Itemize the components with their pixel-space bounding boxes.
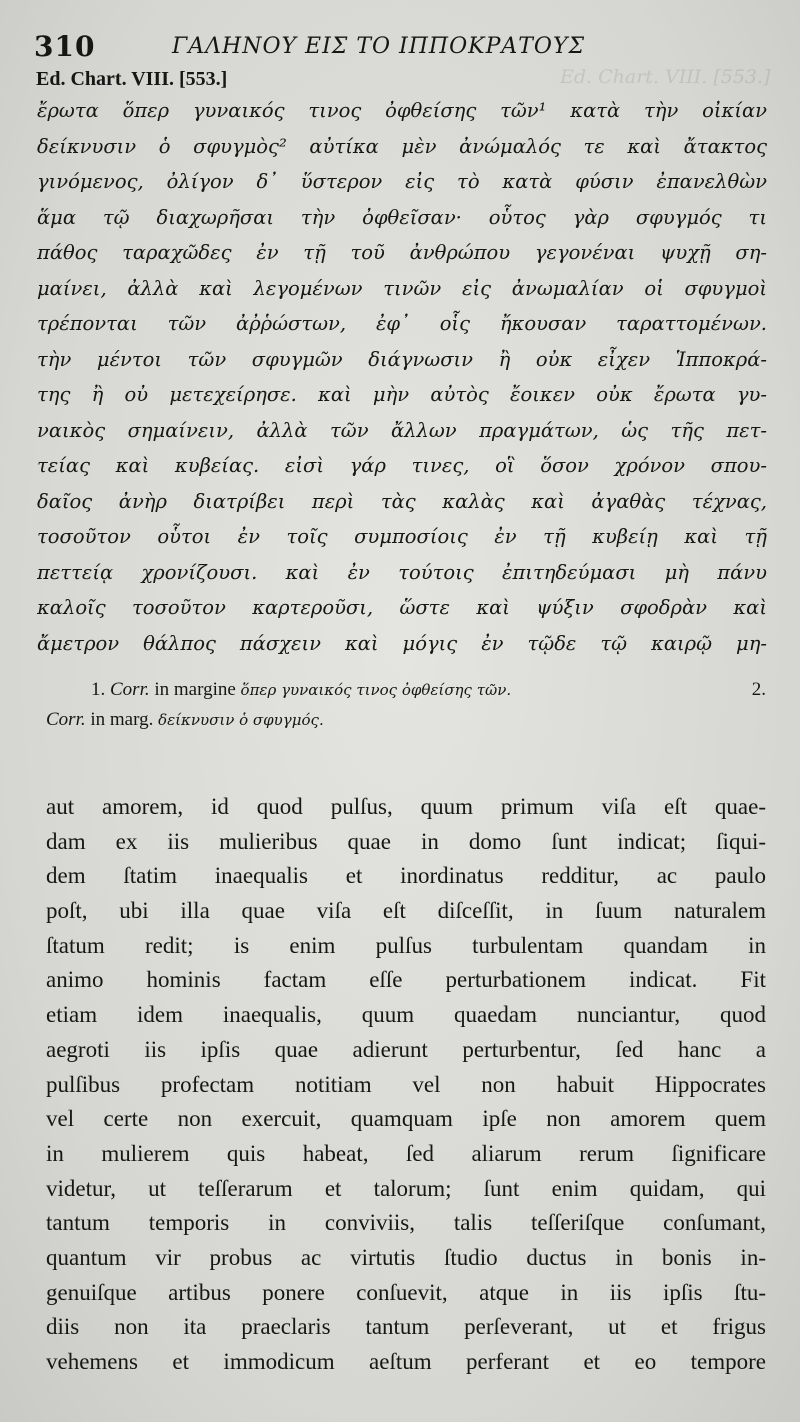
- footnote-1: [46, 675, 766, 705]
- latin-line: vehemens et immodicum aeſtum perferant et eo tempore: [46, 1349, 766, 1374]
- greek-text-block: [37, 93, 767, 661]
- latin-text-block: [46, 790, 766, 1380]
- latin-line: ſtatum redit; is enim pulſus turbulentam quandam in: [46, 932, 766, 958]
- greek-line: ἄμετρον θάλπος πάσχειν καὶ μόγις ἐν τῷδε τῷ καιρῷ μη-: [37, 631, 767, 655]
- latin-line: etiam idem inaequalis, quum quaedam nunciantur, quod: [46, 1002, 766, 1028]
- latin-line: animo hominis factam eſſe perturbationem indicat. Fit: [46, 967, 766, 993]
- latin-line: quantum vir probus ac virtutis ſtudio ductus in bonis in-: [46, 1244, 766, 1270]
- page-number: 310: [34, 30, 96, 63]
- footnote-text: in marg.: [85, 709, 159, 730]
- latin-line: aut amorem, id quod pulſus, quum primum viſa eſt quae-: [46, 794, 766, 819]
- latin-line: vel certe non exercuit, quamquam ipſe non amorem quem: [46, 1106, 766, 1132]
- greek-line: τείας καὶ κυβείας. εἰσὶ γάρ τινες, οἳ ὅσον χρόνον σπου-: [37, 454, 767, 477]
- page-header: [34, 30, 774, 64]
- footnotes: [46, 675, 766, 735]
- greek-line: ἅμα τῷ διαχωρῆσαι τὴν ὀφθεῖσαν· οὗτος γὰρ σφυγμός τι: [37, 205, 767, 229]
- latin-line: aegroti iis ipſis quae adierunt perturbentur, ſed hanc a: [46, 1036, 766, 1062]
- greek-line: τὴν μέντοι τῶν σφυγμῶν διάγνωσιν ἢ οὐκ εἶχεν Ἱπποκρά-: [37, 347, 767, 371]
- latin-line: poſt, ubi illa quae viſa eſt diſceſſit, in ſuum naturalem: [46, 898, 766, 924]
- footnote-number: 1.: [91, 679, 106, 700]
- bleed-through-text: Ed. Chart. VIII. [553.]: [560, 66, 771, 88]
- latin-line: tantum temporis in conviviis, talis teſſeriſque conſumant,: [46, 1210, 766, 1236]
- footnote-corr-label: Corr.: [110, 679, 150, 700]
- latin-line: dam ex iis mulieribus quae in domo ſunt indicat; ſiqui-: [46, 828, 766, 854]
- latin-line: in mulierem quis habeat, ſed aliarum rerum ſignificare: [46, 1140, 766, 1166]
- greek-line: μαίνει, ἀλλὰ καὶ λεγομένων τινῶν εἰς ἀνωμαλίαν οἱ σφυγμοὶ: [37, 276, 767, 300]
- greek-line: γινόμενος, ὀλίγον δ᾽ ὕστερον εἰς τὸ κατὰ φύσιν ἐπανελθὼν: [37, 170, 767, 193]
- running-title: ΓΑΛΗΝΟΥ ΕΙΣ ΤΟ ΙΠΠΟΚΡΑΤΟΥΣ: [172, 34, 586, 59]
- edition-reference: Ed. Chart. VIII. [553.]: [36, 68, 228, 90]
- latin-line: dem ſtatim inaequalis et inordinatus redditur, ac paulo: [46, 863, 766, 889]
- latin-line: genuiſque artibus ponere conſuevit, atque in iis ipſis ſtu-: [46, 1279, 766, 1305]
- latin-line: videtur, ut teſſerarum et talorum; ſunt enim quidam, qui: [46, 1175, 766, 1201]
- footnote-greek: δείκνυσιν ὁ σφυγμός.: [158, 711, 324, 729]
- footnote-number: 2.: [751, 679, 766, 700]
- greek-line: τοσοῦτον οὗτοι ἐν τοῖς συμποσίοις ἐν τῇ κυβείῃ καὶ τῇ: [37, 525, 767, 548]
- latin-line: pulſibus profectam notitiam vel non habuit Hippocrates: [46, 1071, 766, 1097]
- greek-line: τρέπονται τῶν ἀῤῥώστων, ἐφ᾽ οἷς ἤκουσαν ταραττομένων.: [37, 312, 767, 335]
- greek-line: πεττείᾳ χρονίζουσι. καὶ ἐν τούτοις ἐπιτηδεύμασι μὴ πάνυ: [37, 560, 767, 584]
- greek-line: της ἢ οὐ μετεχείρησε. καὶ μὴν αὐτὸς ἔοικεν οὐκ ἔρωτα γυ-: [37, 383, 767, 406]
- latin-line: diis non ita praeclaris tantum perſeverant, ut et frigus: [46, 1314, 766, 1340]
- greek-line: ἔρωτα ὅπερ γυναικός τινος ὀφθείσης τῶν¹ κατὰ τὴν οἰκίαν: [37, 99, 767, 122]
- footnote-text: in margine: [149, 679, 241, 700]
- footnote-2: [46, 705, 766, 735]
- greek-line: δείκνυσιν ὁ σφυγμὸς² αὐτίκα μὲν ἀνώμαλός τε καὶ ἄτακτος: [37, 134, 767, 158]
- greek-line: δαῖος ἀνὴρ διατρίβει περὶ τὰς καλὰς καὶ ἀγαθὰς τέχνας,: [37, 489, 767, 513]
- greek-line: πάθος ταραχῶδες ἐν τῇ τοῦ ἀνθρώπου γεγονέναι ψυχῇ ση-: [37, 241, 767, 264]
- footnote-greek: ὅπερ γυναικός τινος ὀφθείσης τῶν.: [240, 681, 512, 699]
- greek-line: ναικὸς σημαίνειν, ἀλλὰ τῶν ἄλλων πραγμάτων, ὡς τῆς πετ-: [37, 418, 767, 442]
- greek-line: καλοῖς τοσοῦτον καρτεροῦσι, ὥστε καὶ ψύξιν σφοδρὰν καὶ: [37, 596, 767, 619]
- footnote-corr-label: Corr.: [46, 709, 86, 730]
